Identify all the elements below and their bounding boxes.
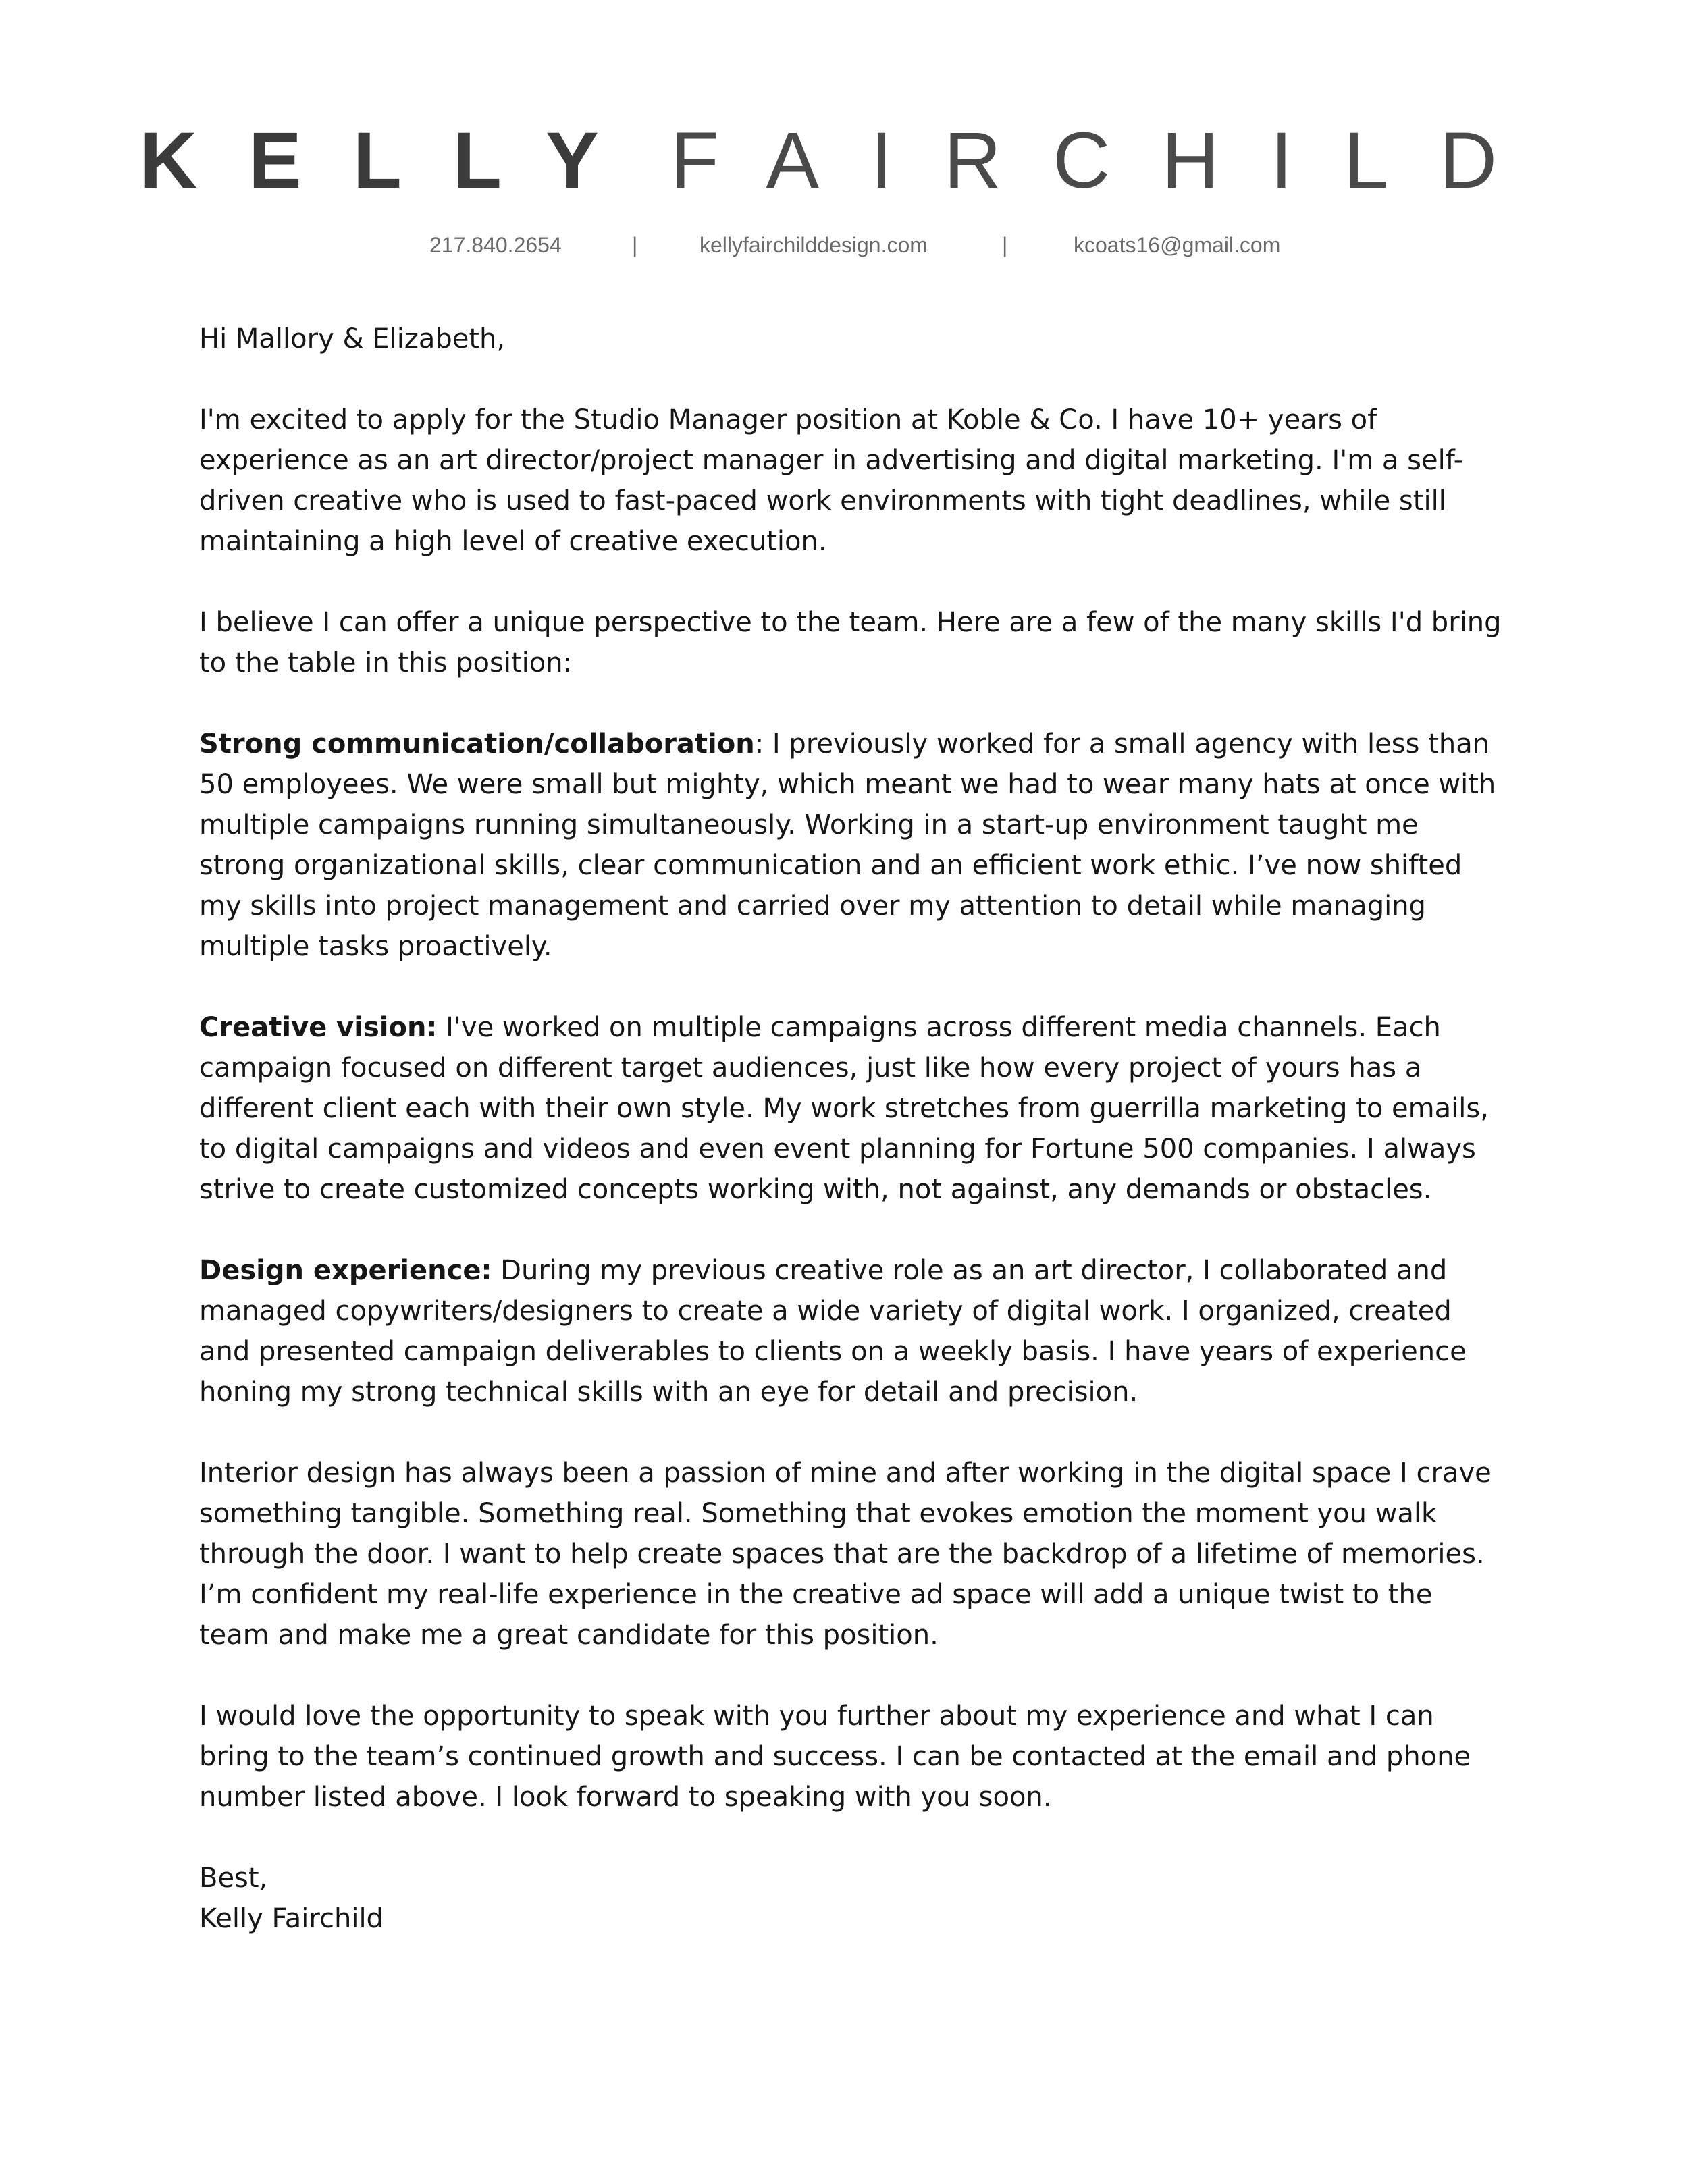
signoff: Best, [199,1863,268,1894]
letter-body [199,319,1502,1939]
first-name: KELLY [139,116,650,205]
skill-text: During my previous creative role as an art director, I collaborated and managed copywriters/designers to create a wide variety of digital work. I organized, created and presented campaign deliverables to clients on a weekly basis. I have years of experience honing my strong technical skills with an eye for detail and precision. [199,1255,1467,1408]
letterhead-name [0,107,1688,215]
website: kellyfairchilddesign.com [700,233,928,257]
skill-text: I've worked on multiple campaigns across different media channels. Each campaign focused on different target audiences, just like how every project of yours has a different client each with their own style. My work stretches from guerrilla marketing to emails, to digital campaigns and videos and even event planning for Fortune 500 companies. I always strive to create customized concepts working with, not against, any demands or obstacles. [199,1012,1489,1205]
intro-paragraph: I'm excited to apply for the Studio Manager position at Koble & Co. I have 10+ years of experience as an art director/project manager in advertising and digital marketing. I'm a self-driven creative who is used to fast-paced work environments with tight deadlines, while still maintaining a high level of creative execution. [199,404,1464,557]
passion-paragraph: Interior design has always been a passion of mine and after working in the digital space I crave something tangible. Something real. Something that evokes emotion the moment you walk through the door. I want to help create spaces that are the backdrop of a lifetime of memories. I’m confident my real-life experience in the creative ad space will add a unique twist to the team and make me a great candidate for this position. [199,1458,1492,1651]
contact-line [0,228,1688,262]
phone-number: 217.840.2654 [429,233,562,257]
skill-title: Design experience: [199,1255,492,1286]
closing-paragraph: I would love the opportunity to speak with you further about my experience and what I can bring to the team’s continued growth and success. I can be contacted at the email and phone number listed above. I look forward to speaking with you soon. [199,1701,1471,1813]
skill-paragraph [199,1250,1502,1412]
skill-text: : I previously worked for a small agency with less than 50 employees. We were small but mighty, which meant we had to wear many hats at once with multiple campaigns running simultaneously. Working in a start-up environment taught me strong organizational skills, clear communication and an efficient work ethic. I’ve now shifted my skills into project management and carried over my attention to detail while managing multiple tasks proactively. [199,728,1496,962]
perspective-paragraph: I believe I can offer a unique perspective to the team. Here are a few of the many skills I'd bring to the table in this position: [199,607,1502,678]
skill-paragraph [199,724,1502,967]
skill-title: Creative vision: [199,1012,438,1043]
email-address: kcoats16@gmail.com [1074,233,1281,257]
last-name: FAIRCHILD [670,116,1549,205]
signature: Kelly Fairchild [199,1903,384,1934]
greeting: Hi Mallory & Elizabeth, [199,323,506,354]
contact-separator: | [1002,233,1008,257]
skill-title: Strong communication/collaboration [199,728,755,760]
contact-separator: | [632,233,638,257]
skill-paragraph [199,1007,1502,1210]
